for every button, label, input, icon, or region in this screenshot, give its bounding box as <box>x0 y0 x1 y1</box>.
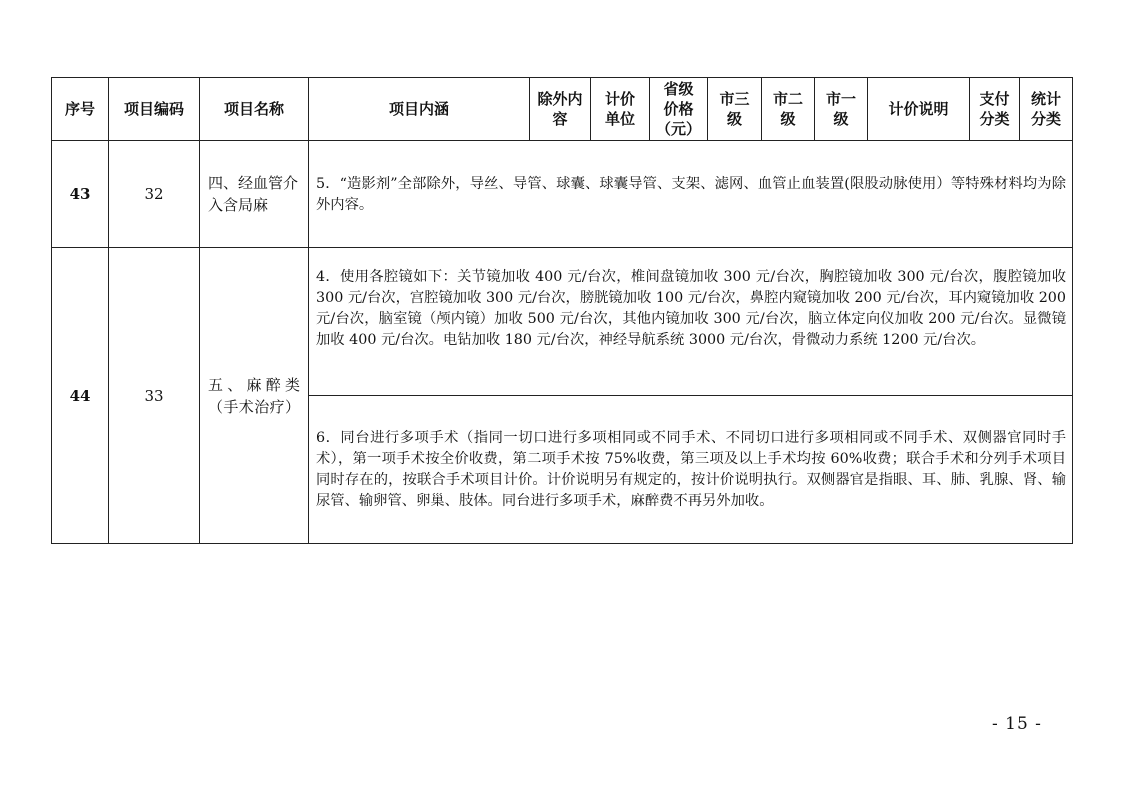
header-pricing-note: 计价说明 <box>888 100 949 118</box>
header-statistics-category: 统计 分类 <box>1030 90 1061 128</box>
header-city1: 市一 级 <box>825 90 856 128</box>
row44-name: 五、麻醉类（手术治疗） <box>208 375 300 416</box>
fee-table <box>51 77 1073 544</box>
header-unit: 计价 单位 <box>604 90 635 128</box>
page-number: - 15 - <box>992 714 1042 734</box>
row43-code: 32 <box>144 185 164 203</box>
header-excluded: 除外内 容 <box>537 90 583 128</box>
header-city2: 市二 级 <box>772 90 803 128</box>
row44-content-2: 6．同台进行多项手术（指同一切口进行多项相同或不同手术、不同切口进行多项相同或不同手术、双侧器官同时手术），第一项手术按全价收费，第二项手术按 75%收费，第三项及以上手术均按 60%收费；联合手术和分列手术项目同时存在的，按联合手术项目计价。计价说明另有规定的，按计价说明执行。双侧器官是指眼、耳、肺、乳腺、肾、输尿管、输卵管、卵巢、肢体。同台进行多项手术，麻醉费不再另外加收。 <box>316 430 1066 509</box>
header-city3: 市三 级 <box>719 90 750 128</box>
header-content: 项目内涵 <box>388 100 449 118</box>
row43-seq: 43 <box>69 185 91 203</box>
row44-content-1: 4．使用各腔镜如下：关节镜加收 400 元/台次，椎间盘镜加收 300 元/台次，胸腔镜加收 300 元/台次，腹腔镜加收 300 元/台次，宫腔镜加收 300 元/台次，膀胱镜加收 100 元/台次，鼻腔内窥镜加收 200 元/台次，耳内窥镜加收 200 元/台次，脑室镜（颅内镜）加收 500 元/台次，其他内镜加收 300 元/台次，脑立体定向仪加收 200 元/台次。显微镜加收 400 元/台次。电钻加收 180 元/台次，神经导航系统 3000 元/台次，骨微动力系统 1200 元/台次。 <box>316 269 1066 348</box>
header-payment-category: 支付 分类 <box>979 90 1010 128</box>
header-provincial-price: 省级 价格 （元） <box>655 80 701 138</box>
header-seq: 序号 <box>64 100 95 118</box>
header-code: 项目编码 <box>123 100 184 118</box>
row44-seq: 44 <box>69 386 91 405</box>
row44-inner-line <box>308 395 1072 396</box>
row43-content: 5．“造影剂”全部除外，导丝、导管、球囊、球囊导管、支架、滤网、血管止血装置(限股动脉使用）等特殊材料均为除外内容。 <box>316 176 1066 213</box>
header-name: 项目名称 <box>223 100 284 118</box>
row44-code: 33 <box>144 386 164 405</box>
row43-name: 四、经血管介入含局麻 <box>208 174 299 214</box>
